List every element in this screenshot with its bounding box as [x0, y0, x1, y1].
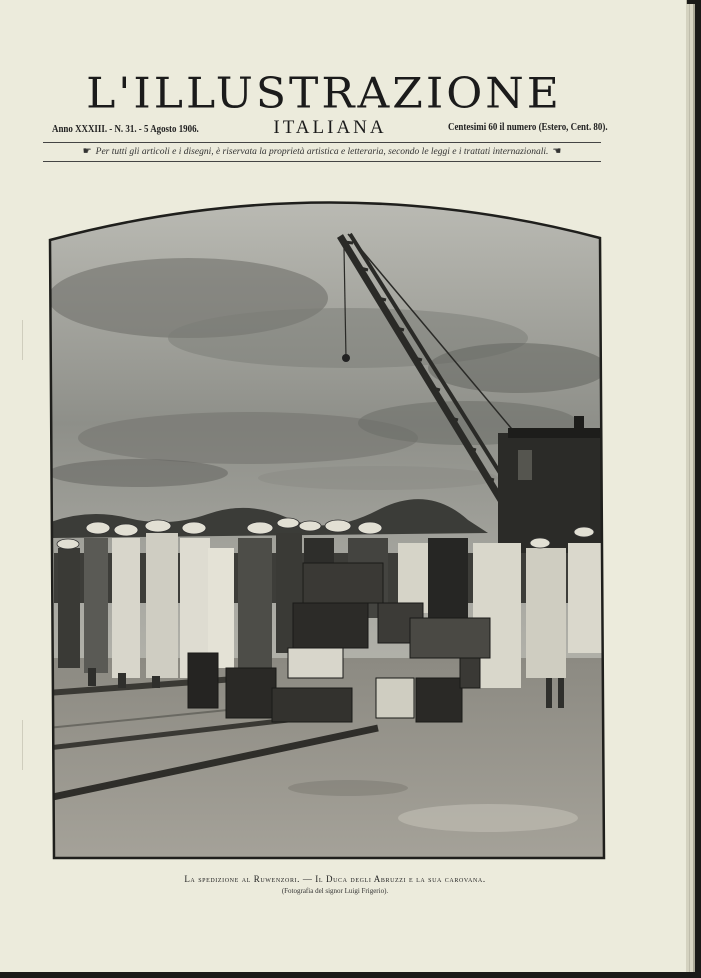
issue-price: Centesimi 60 il numero (Estero, Cent. 80). — [448, 122, 608, 133]
pointing-hand-right-icon: ☛ — [82, 146, 92, 157]
margin-mark — [22, 320, 23, 360]
cover-photograph — [48, 188, 606, 860]
masthead-rule-top — [43, 142, 601, 143]
photo-caption: La spedizione al Ruwenzori. — Il Duca degli Abruzzi e la sua carovana. — [184, 874, 486, 884]
margin-mark — [22, 720, 23, 770]
photograph-illustration — [48, 188, 606, 860]
masthead-rule-bottom — [43, 161, 601, 162]
issue-number: Anno XXXIII. - N. 31. - 5 Agosto 1906. — [52, 124, 199, 135]
page-edge — [686, 4, 695, 972]
pointing-hand-left-icon: ☚ — [552, 146, 562, 157]
masthead-title: L'ILLUSTRAZIONE — [86, 69, 562, 118]
photo-credit: (Fotografia del signor Luigi Frigerio). — [281, 887, 389, 895]
masthead-subtitle: ITALIANA — [273, 117, 387, 138]
rights-notice-line — [43, 146, 601, 157]
rights-notice: Per tutti gli articoli e i disegni, è riservata la proprietà artistica e letteraria, secondo le leggi e i trattati internazionali. — [95, 147, 549, 157]
